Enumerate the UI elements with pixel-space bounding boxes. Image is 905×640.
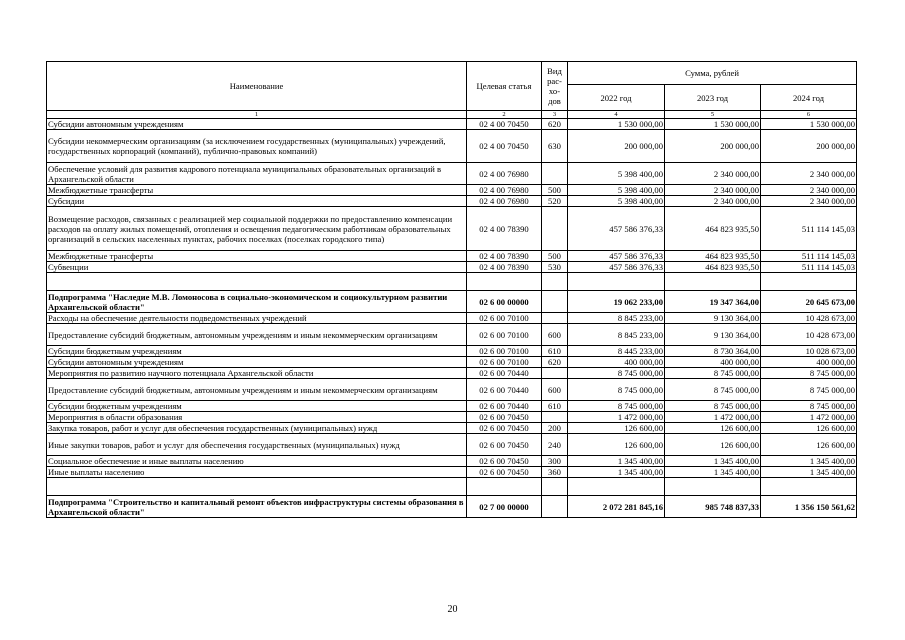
row-target-code: 02 6 00 70450: [467, 434, 542, 456]
row-target-code: 02 6 00 70450: [467, 467, 542, 478]
table-row: [47, 456, 857, 467]
table-row: [47, 423, 857, 434]
row-value-2022: 8 745 000,00: [568, 401, 665, 412]
row-name: Иные выплаты населению: [47, 467, 467, 478]
row-value-2024: 126 600,00: [761, 423, 857, 434]
row-target-code: 02 6 00 70100: [467, 357, 542, 368]
row-value-2023: 200 000,00: [665, 130, 761, 163]
table-row: [47, 496, 857, 518]
row-vid: 500: [542, 185, 568, 196]
row-target-code: 02 4 00 78390: [467, 262, 542, 273]
index-cell: 3: [542, 111, 568, 119]
row-vid: [542, 368, 568, 379]
table-row: [47, 185, 857, 196]
col-header-2023: 2023 год: [665, 85, 761, 111]
row-value-2024: 10 428 673,00: [761, 313, 857, 324]
row-vid: 240: [542, 434, 568, 456]
table-row: [47, 130, 857, 163]
row-target-code: 02 4 00 78390: [467, 251, 542, 262]
row-value-2023: 9 130 364,00: [665, 324, 761, 346]
row-value-2024: 1 345 400,00: [761, 456, 857, 467]
row-name: Расходы на обеспечение деятельности подведомственных учреждений: [47, 313, 467, 324]
index-cell: 5: [665, 111, 761, 119]
row-vid: [542, 313, 568, 324]
row-value-2023: [665, 273, 761, 291]
row-value-2024: 8 745 000,00: [761, 401, 857, 412]
row-value-2024: [761, 478, 857, 496]
row-value-2022: 8 845 233,00: [568, 313, 665, 324]
row-name: Иные закупки товаров, работ и услуг для обеспечения государственных (муниципальных) нужд: [47, 434, 467, 456]
row-value-2024: 1 345 400,00: [761, 467, 857, 478]
row-value-2023: 19 347 364,00: [665, 291, 761, 313]
row-value-2024: 2 340 000,00: [761, 163, 857, 185]
table-row: [47, 357, 857, 368]
row-vid: 630: [542, 130, 568, 163]
table-row: [47, 207, 857, 251]
row-target-code: 02 6 00 70100: [467, 324, 542, 346]
row-target-code: [467, 273, 542, 291]
row-value-2022: [568, 273, 665, 291]
row-value-2023: 2 340 000,00: [665, 163, 761, 185]
row-vid: [542, 273, 568, 291]
row-name: Субсидии некоммерческим организациям (за исключением государственных (муниципальных) учреждений, государственных корпораций (компаний), публично-правовых компаний): [47, 130, 467, 163]
row-value-2024: 1 472 000,00: [761, 412, 857, 423]
row-name: Возмещение расходов, связанных с реализацией мер социальной поддержки по предоставлению компенсации расходов на оплату жилых помещений, отопления и освещения педагогическим работникам образовательных организаций в сельских населенных пунктах, рабочих поселках (поселках городского типа): [47, 207, 467, 251]
row-value-2022: 8 845 233,00: [568, 324, 665, 346]
row-name: [47, 478, 467, 496]
table-row: [47, 478, 857, 496]
row-value-2024: 511 114 145,03: [761, 251, 857, 262]
row-value-2023: 1 530 000,00: [665, 119, 761, 130]
row-vid: 360: [542, 467, 568, 478]
row-target-code: [467, 478, 542, 496]
row-value-2022: 8 445 233,00: [568, 346, 665, 357]
index-cell: 2: [467, 111, 542, 119]
row-value-2023: 9 130 364,00: [665, 313, 761, 324]
row-target-code: 02 4 00 70450: [467, 130, 542, 163]
row-vid: [542, 478, 568, 496]
row-target-code: 02 7 00 00000: [467, 496, 542, 518]
row-name: Мероприятия по развитию научного потенциала Архангельской области: [47, 368, 467, 379]
row-value-2024: 8 745 000,00: [761, 368, 857, 379]
row-name: Субвенции: [47, 262, 467, 273]
row-value-2022: 2 072 281 845,16: [568, 496, 665, 518]
row-vid: [542, 496, 568, 518]
row-target-code: 02 4 00 76980: [467, 163, 542, 185]
row-vid: 620: [542, 357, 568, 368]
row-vid: [542, 291, 568, 313]
row-target-code: 02 4 00 76980: [467, 185, 542, 196]
row-value-2023: 8 745 000,00: [665, 401, 761, 412]
table-row: [47, 368, 857, 379]
row-name: Субсидии автономным учреждениям: [47, 357, 467, 368]
row-value-2022: 8 745 000,00: [568, 368, 665, 379]
table-row: [47, 262, 857, 273]
col-header-name: Наименование: [47, 62, 467, 111]
row-name: Межбюджетные трансферты: [47, 251, 467, 262]
row-value-2022: 1 345 400,00: [568, 467, 665, 478]
row-vid: [542, 207, 568, 251]
row-vid: 600: [542, 324, 568, 346]
row-vid: 520: [542, 196, 568, 207]
row-target-code: 02 6 00 70450: [467, 423, 542, 434]
row-value-2023: 464 823 935,50: [665, 251, 761, 262]
table-row: [47, 434, 857, 456]
row-target-code: 02 6 00 70450: [467, 456, 542, 467]
row-value-2022: 457 586 376,33: [568, 207, 665, 251]
row-value-2024: 8 745 000,00: [761, 379, 857, 401]
row-value-2023: 464 823 935,50: [665, 262, 761, 273]
row-value-2022: 457 586 376,33: [568, 251, 665, 262]
row-value-2022: 1 345 400,00: [568, 456, 665, 467]
row-value-2022: 5 398 400,00: [568, 163, 665, 185]
row-name: Предоставление субсидий бюджетным, автономным учреждениям и иным некоммерческим организациям: [47, 324, 467, 346]
row-name: Межбюджетные трансферты: [47, 185, 467, 196]
row-value-2024: 10 428 673,00: [761, 324, 857, 346]
col-header-sum: Сумма, рублей: [568, 62, 857, 85]
table-row: [47, 379, 857, 401]
row-value-2023: 400 000,00: [665, 357, 761, 368]
col-header-target: Целевая статья: [467, 62, 542, 111]
row-name: Субсидии бюджетным учреждениям: [47, 346, 467, 357]
row-value-2024: 400 000,00: [761, 357, 857, 368]
row-target-code: 02 4 00 78390: [467, 207, 542, 251]
row-value-2022: 19 062 233,00: [568, 291, 665, 313]
row-value-2022: 5 398 400,00: [568, 185, 665, 196]
row-value-2023: 126 600,00: [665, 434, 761, 456]
page-number: 20: [447, 604, 458, 615]
row-name: Субсидии автономным учреждениям: [47, 119, 467, 130]
row-target-code: 02 4 00 76980: [467, 196, 542, 207]
row-name: Подпрограмма "Наследие М.В. Ломоносова в социально-экономическом и социокультурном развитии Архангельской области": [47, 291, 467, 313]
row-value-2024: 2 340 000,00: [761, 196, 857, 207]
table-row: [47, 251, 857, 262]
row-target-code: 02 6 00 70440: [467, 368, 542, 379]
row-target-code: 02 6 00 70100: [467, 313, 542, 324]
row-name: Обеспечение условий для развития кадрового потенциала муниципальных образовательных организаций в Архангельской области: [47, 163, 467, 185]
row-value-2022: 126 600,00: [568, 423, 665, 434]
index-cell: 4: [568, 111, 665, 119]
row-name: Мероприятия в области образования: [47, 412, 467, 423]
row-target-code: 02 6 00 70440: [467, 401, 542, 412]
row-name: Субсидии: [47, 196, 467, 207]
row-value-2024: 511 114 145,03: [761, 207, 857, 251]
row-value-2024: 511 114 145,03: [761, 262, 857, 273]
row-value-2023: 2 340 000,00: [665, 185, 761, 196]
row-target-code: 02 6 00 70450: [467, 412, 542, 423]
row-name: Закупка товаров, работ и услуг для обеспечения государственных (муниципальных) нужд: [47, 423, 467, 434]
row-value-2024: [761, 273, 857, 291]
row-value-2023: 1 345 400,00: [665, 467, 761, 478]
row-vid: 610: [542, 346, 568, 357]
row-value-2022: [568, 478, 665, 496]
index-cell: 1: [47, 111, 467, 119]
row-value-2022: 1 530 000,00: [568, 119, 665, 130]
row-vid: 530: [542, 262, 568, 273]
table-row: [47, 324, 857, 346]
row-value-2024: 20 645 673,00: [761, 291, 857, 313]
row-name: Субсидии бюджетным учреждениям: [47, 401, 467, 412]
row-vid: 200: [542, 423, 568, 434]
row-name: Предоставление субсидий бюджетным, автономным учреждениям и иным некоммерческим организациям: [47, 379, 467, 401]
row-value-2022: 400 000,00: [568, 357, 665, 368]
row-vid: 610: [542, 401, 568, 412]
row-value-2022: 126 600,00: [568, 434, 665, 456]
index-cell: 6: [761, 111, 857, 119]
table-row: [47, 412, 857, 423]
row-target-code: 02 6 00 00000: [467, 291, 542, 313]
row-value-2023: 1 472 000,00: [665, 412, 761, 423]
row-value-2024: 200 000,00: [761, 130, 857, 163]
col-header-2024: 2024 год: [761, 85, 857, 111]
table-row: [47, 163, 857, 185]
row-target-code: 02 6 00 70440: [467, 379, 542, 401]
row-value-2022: 1 472 000,00: [568, 412, 665, 423]
table-row: [47, 467, 857, 478]
budget-table: [46, 61, 857, 518]
table-row: [47, 401, 857, 412]
table-row: [47, 346, 857, 357]
row-value-2023: 1 345 400,00: [665, 456, 761, 467]
row-name: [47, 273, 467, 291]
row-value-2024: 10 028 673,00: [761, 346, 857, 357]
row-value-2024: 1 530 000,00: [761, 119, 857, 130]
row-value-2023: 985 748 837,33: [665, 496, 761, 518]
row-name: Подпрограмма "Строительство и капитальный ремонт объектов инфраструктуры системы образования в Архангельской области": [47, 496, 467, 518]
row-vid: 620: [542, 119, 568, 130]
col-header-2022: 2022 год: [568, 85, 665, 111]
row-value-2023: 8 745 000,00: [665, 379, 761, 401]
index-row: [47, 111, 857, 119]
row-vid: 600: [542, 379, 568, 401]
row-value-2023: 464 823 935,50: [665, 207, 761, 251]
row-value-2023: 8 745 000,00: [665, 368, 761, 379]
row-value-2024: 1 356 150 561,62: [761, 496, 857, 518]
row-value-2022: 200 000,00: [568, 130, 665, 163]
row-target-code: 02 6 00 70100: [467, 346, 542, 357]
row-value-2022: 8 745 000,00: [568, 379, 665, 401]
row-value-2023: 126 600,00: [665, 423, 761, 434]
table-row: [47, 119, 857, 130]
row-name: Социальное обеспечение и иные выплаты населению: [47, 456, 467, 467]
row-value-2024: 2 340 000,00: [761, 185, 857, 196]
row-vid: 300: [542, 456, 568, 467]
table-row: [47, 196, 857, 207]
row-vid: 500: [542, 251, 568, 262]
table-row: [47, 313, 857, 324]
table-row: [47, 273, 857, 291]
table-row: [47, 291, 857, 313]
row-target-code: 02 4 00 70450: [467, 119, 542, 130]
row-vid: [542, 412, 568, 423]
row-vid: [542, 163, 568, 185]
row-value-2023: 8 730 364,00: [665, 346, 761, 357]
row-value-2023: 2 340 000,00: [665, 196, 761, 207]
row-value-2022: 457 586 376,33: [568, 262, 665, 273]
row-value-2024: 126 600,00: [761, 434, 857, 456]
row-value-2022: 5 398 400,00: [568, 196, 665, 207]
row-value-2023: [665, 478, 761, 496]
col-header-vid: Вид рас-хо-дов: [542, 62, 568, 111]
